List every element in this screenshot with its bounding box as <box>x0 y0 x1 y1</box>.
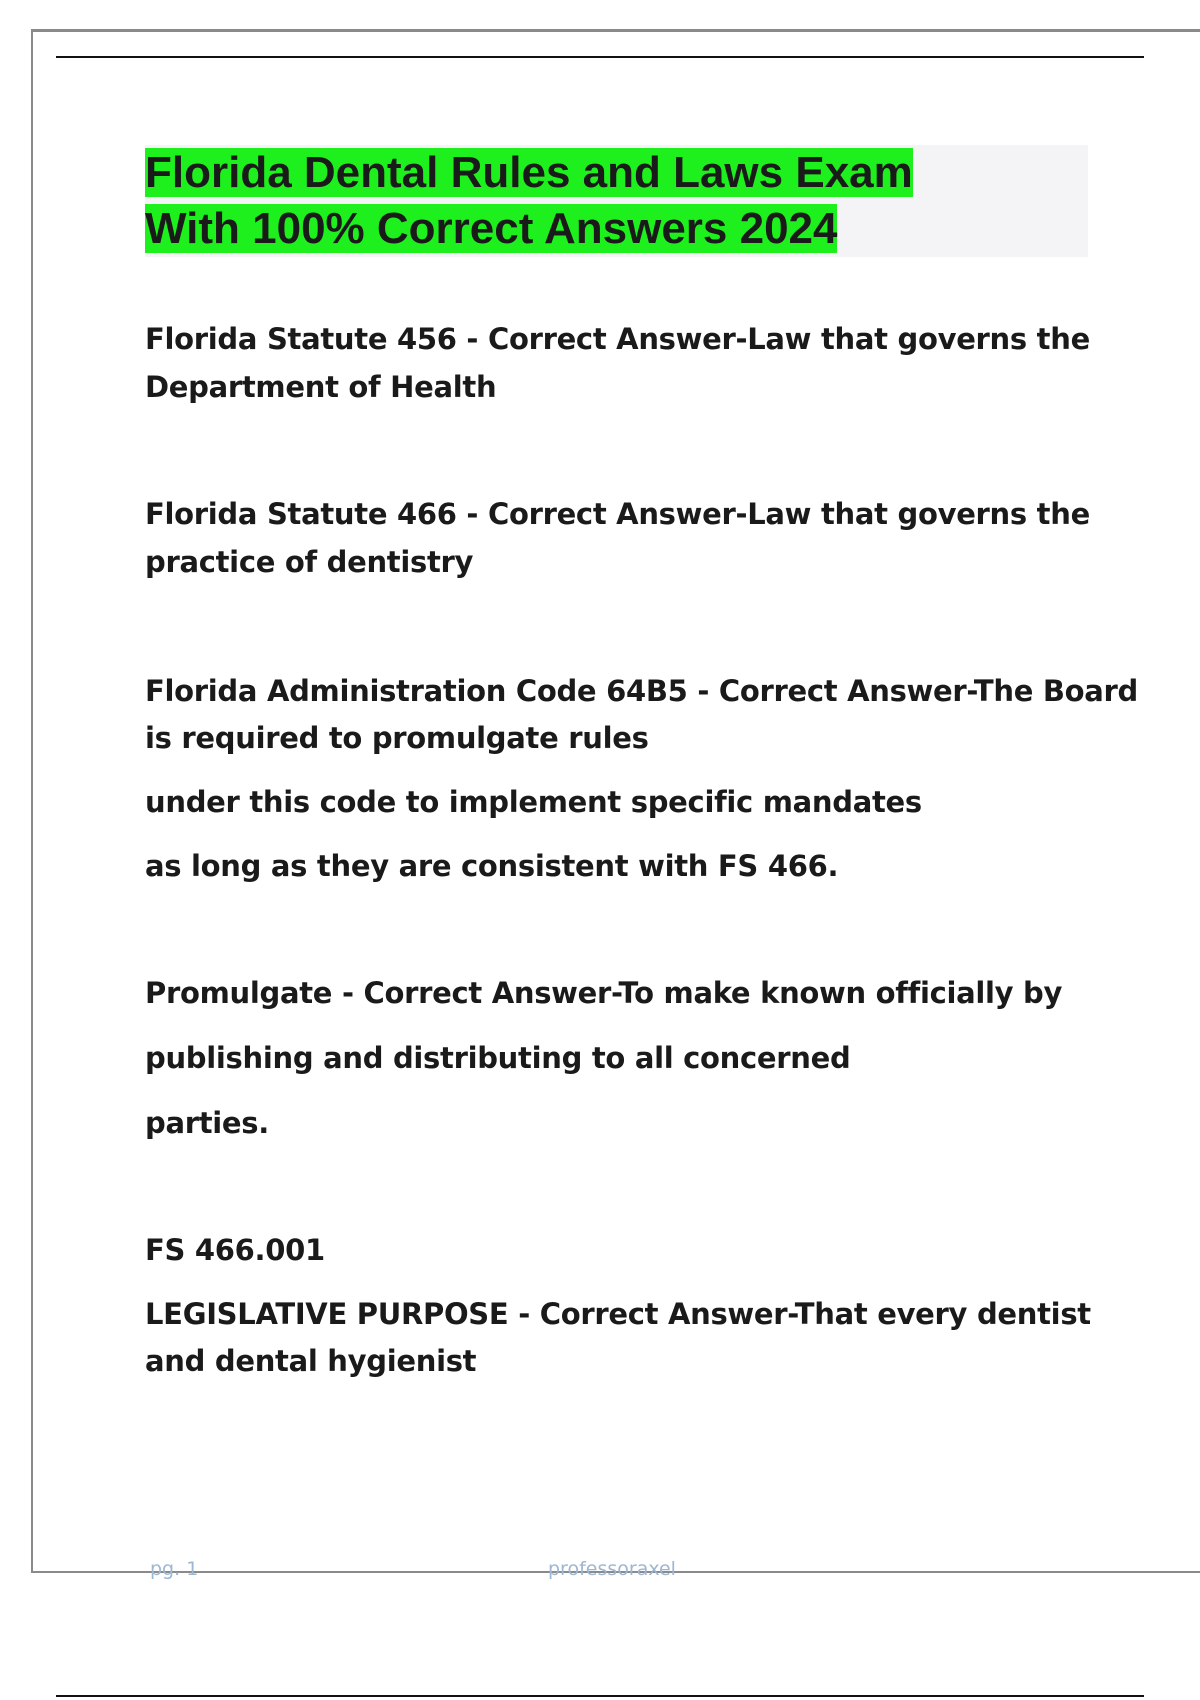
title-line-1: Florida Dental Rules and Laws Exam <box>145 148 913 197</box>
header-rule <box>56 56 1144 58</box>
entry-2-line-1: Florida Statute 466 - Correct Answer-Law that governs the <box>145 497 1090 531</box>
entry-3-line-1: Florida Administration Code 64B5 - Correct Answer-The Board <box>145 674 1139 708</box>
entry-5-line-1: FS 466.001 <box>145 1233 325 1267</box>
entry-3-line-4: as long as they are consistent with FS 466. <box>145 849 839 883</box>
entry-4-line-2: publishing and distributing to all concerned <box>145 1041 851 1075</box>
entry-4-line-3: parties. <box>145 1106 269 1140</box>
entry-5-line-3: and dental hygienist <box>145 1344 477 1378</box>
entry-3-line-3: under this code to implement specific mandates <box>145 785 922 819</box>
footer-rule <box>56 1695 1144 1697</box>
title-line-2: With 100% Correct Answers 2024 <box>145 204 838 253</box>
entry-4-line-1: Promulgate - Correct Answer-To make known officially by <box>145 976 1063 1010</box>
footer-author: professoraxel <box>548 1558 676 1580</box>
entry-1-line-2: Department of Health <box>145 370 497 404</box>
entry-5-line-2: LEGISLATIVE PURPOSE - Correct Answer-That every dentist <box>145 1297 1091 1331</box>
entry-3-line-2: is required to promulgate rules <box>145 721 649 755</box>
document-title <box>145 145 1005 257</box>
entry-1-line-1: Florida Statute 456 - Correct Answer-Law that governs the <box>145 322 1090 356</box>
page-number: pg. 1 <box>150 1558 199 1580</box>
entry-2-line-2: practice of dentistry <box>145 545 474 579</box>
